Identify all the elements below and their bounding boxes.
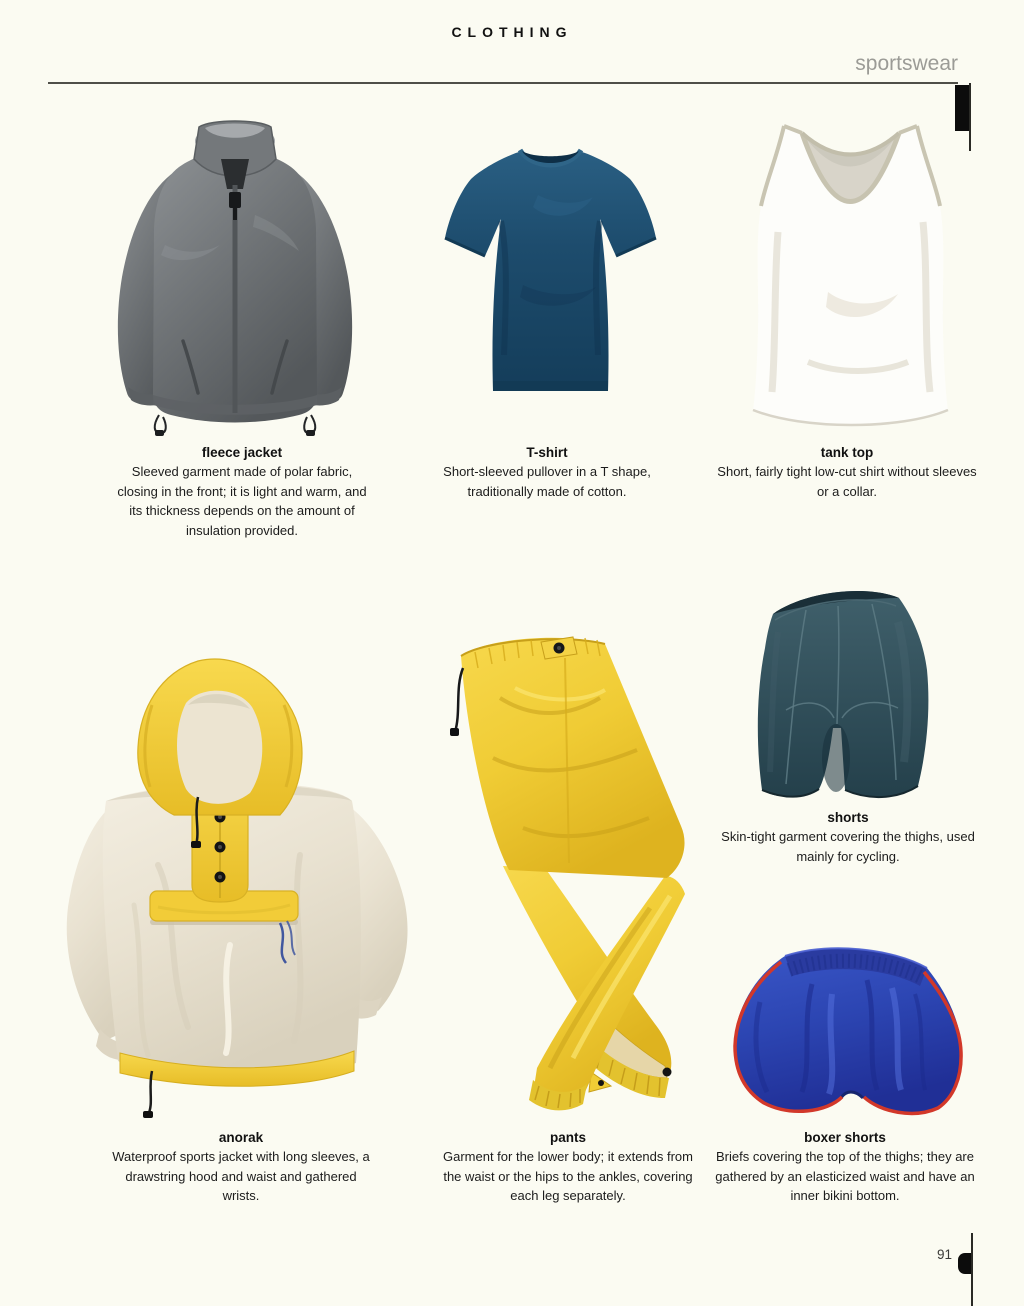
caption-description-fleece-jacket: Sleeved garment made of polar fabric, closing in the front; it is light and warm, and its thickness depends on the amount of insulation provided. — [117, 464, 367, 538]
caption-title-anorak: anorak — [218, 1130, 264, 1145]
section-tab-marker-bottom — [958, 1253, 971, 1274]
caption-description-shorts: Skin-tight garment covering the thighs, used mainly for cycling. — [721, 829, 975, 864]
caption-title-tank-top: tank top — [820, 445, 874, 460]
header-rule — [48, 82, 958, 84]
caption-description-boxer-shorts: Briefs covering the top of the thighs; they are gathered by an elasticized waist and have an inner bikini bottom. — [715, 1149, 975, 1203]
fleece-jacket-illustration — [95, 95, 375, 440]
page-edge-line-bottom — [971, 1233, 973, 1306]
caption-title-boxer-shorts: boxer shorts — [804, 1130, 886, 1145]
caption-description-pants: Garment for the lower body; it extends from the waist or the hips to the ankles, covering each leg separately. — [443, 1149, 693, 1203]
page-edge-line-top — [969, 83, 971, 151]
caption-title-shorts: shorts — [827, 810, 869, 825]
page-title: CLOTHING — [451, 24, 573, 40]
tank-top-illustration — [738, 112, 963, 434]
caption-title-t-shirt: T-shirt — [526, 445, 568, 460]
caption-title-fleece-jacket: fleece jacket — [201, 445, 283, 460]
shorts-illustration — [748, 562, 943, 805]
t-shirt-illustration — [428, 125, 673, 430]
page-number: 91 — [936, 1247, 952, 1262]
caption-description-t-shirt: Short-sleeved pullover in a T shape, traditionally made of cotton. — [443, 464, 651, 499]
caption-description-anorak: Waterproof sports jacket with long sleeves, a drawstring hood and waist and gathered wrists. — [112, 1149, 370, 1203]
pants-illustration — [445, 628, 715, 1120]
boxer-shorts-illustration — [715, 922, 970, 1127]
caption-description-tank-top: Short, fairly tight low-cut shirt without sleeves or a collar. — [717, 464, 977, 499]
caption-title-pants: pants — [549, 1130, 586, 1145]
anorak-illustration — [48, 645, 443, 1123]
section-label: sportswear — [855, 52, 958, 75]
